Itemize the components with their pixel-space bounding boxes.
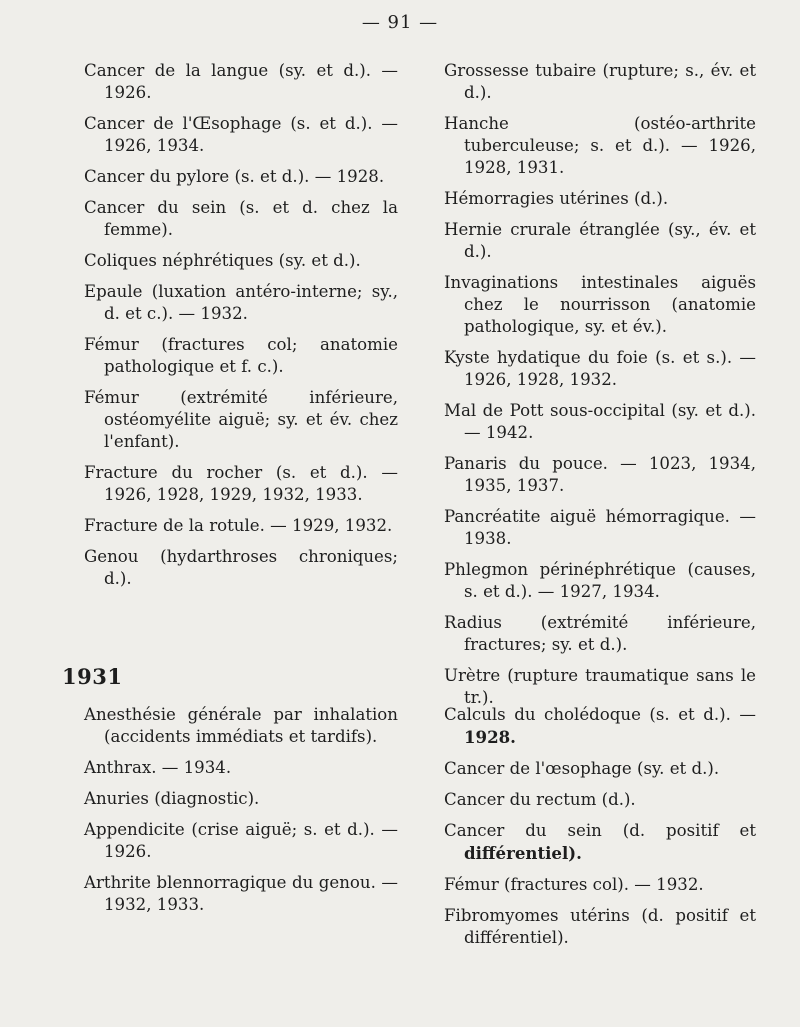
entry-text: Hémorragies utérines (d.). — [444, 189, 669, 208]
entry-text: Cancer de l'œsophage (sy. et d.). — [444, 759, 720, 778]
entry-text: Fémur (extrémité inférieure, ostéomyélite aiguë; sy. et év. chez l'enfant). — [84, 388, 398, 451]
page-number: — 91 — — [361, 12, 439, 33]
index-entry — [444, 665, 756, 709]
right-column — [444, 704, 756, 958]
entry-text: Kyste hydatique du foie (s. et s.). — 1926, 1928, 1932. — [444, 348, 756, 389]
entry-text: Calculs du cholédoque (s. et d.). — — [444, 705, 756, 724]
entry-text: Hernie crurale étranglée (sy., év. et d.). — [444, 220, 756, 261]
entry-text: Anthrax. — 1934. — [84, 758, 232, 777]
entry-text: Fracture de la rotule. — 1929, 1932. — [84, 516, 393, 535]
index-entry — [444, 704, 756, 749]
index-entry — [444, 789, 756, 811]
index-entry — [444, 874, 756, 896]
index-entry — [444, 453, 756, 497]
index-entry — [84, 515, 398, 537]
entry-text: Appendicite (crise aiguë; s. et d.). — 1926. — [84, 820, 398, 861]
entry-text: Hanche (ostéo-arthrite tuberculeuse; s. et d.). — 1926, 1928, 1931. — [444, 114, 756, 177]
year-heading: 1931 — [62, 664, 123, 689]
index-entry — [444, 113, 756, 179]
entry-text: Radius (extrémité inférieure, fractures; sy. et d.). — [444, 613, 756, 654]
index-entry — [444, 820, 756, 865]
index-entry — [84, 166, 398, 188]
entry-text: Anuries (diagnostic). — [84, 789, 260, 808]
index-entry — [444, 188, 756, 210]
index-entry — [84, 757, 398, 779]
index-entry — [84, 704, 398, 748]
entry-text: Cancer de l'Œsophage (s. et d.). — 1926, 1934. — [84, 114, 398, 155]
index-entry — [444, 758, 756, 780]
index-entry — [444, 60, 756, 104]
index-entry — [444, 612, 756, 656]
entry-text: Cancer du rectum (d.). — [444, 790, 636, 809]
entry-text: Fibromyomes utérins (d. positif et différentiel). — [444, 906, 756, 947]
entry-text: Coliques néphrétiques (sy. et d.). — [84, 251, 361, 270]
left-column — [84, 704, 398, 925]
entry-text: Fracture du rocher (s. et d.). — 1926, 1928, 1929, 1932, 1933. — [84, 463, 398, 504]
index-entry — [84, 197, 398, 241]
entry-text: Fémur (fractures col). — 1932. — [444, 875, 704, 894]
entry-text: Epaule (luxation antéro-interne; sy., d. et c.). — 1932. — [84, 282, 398, 323]
index-entry — [84, 872, 398, 916]
index-entry — [84, 60, 398, 104]
index-entry — [444, 506, 756, 550]
right-column — [444, 60, 756, 718]
entry-text: Anesthésie générale par inhalation (accidents immédiats et tardifs). — [84, 705, 398, 746]
index-entry — [444, 272, 756, 338]
index-entry — [84, 546, 398, 590]
index-entry — [84, 788, 398, 810]
entry-text: Panaris du pouce. — 1023, 1934, 1935, 1937. — [444, 454, 756, 495]
entry-text: Cancer du sein (s. et d. chez la femme). — [84, 198, 398, 239]
index-entry — [444, 905, 756, 949]
index-entry — [444, 559, 756, 603]
entry-text: Cancer du pylore (s. et d.). — 1928. — [84, 167, 385, 186]
entry-text: Grossesse tubaire (rupture; s., év. et d.). — [444, 61, 756, 102]
index-entry — [84, 387, 398, 453]
entry-text: Pancréatite aiguë hémorragique. — 1938. — [444, 507, 756, 548]
entry-text: Fémur (fractures col; anatomie pathologique et f. c.). — [84, 335, 398, 376]
index-entry — [84, 462, 398, 506]
entry-bold-text: 1928. — [464, 727, 516, 747]
entry-text: Genou (hydarthroses chroniques; d.). — [84, 547, 398, 588]
entry-text: Cancer du sein (d. positif et — [444, 821, 756, 840]
entry-text: Invaginations intestinales aiguës chez le nourrisson (anatomie pathologique, sy. et év.). — [444, 273, 756, 336]
entry-text: Arthrite blennorragique du genou. — 1932, 1933. — [84, 873, 398, 914]
index-entry — [84, 113, 398, 157]
index-entry — [444, 347, 756, 391]
index-entry — [84, 281, 398, 325]
left-column — [84, 60, 398, 599]
entry-text: Cancer de la langue (sy. et d.). — 1926. — [84, 61, 398, 102]
index-entry — [84, 334, 398, 378]
entry-text: Urètre (rupture traumatique sans le tr.). — [444, 666, 756, 707]
index-entry — [84, 250, 398, 272]
entry-bold-text: différentiel). — [464, 843, 582, 863]
entry-text: Phlegmon périnéphrétique (causes, s. et d.). — 1927, 1934. — [444, 560, 756, 601]
entry-text: Mal de Pott sous-occipital (sy. et d.). — 1942. — [444, 401, 756, 442]
index-entry — [444, 400, 756, 444]
index-entry — [84, 819, 398, 863]
index-entry — [444, 219, 756, 263]
